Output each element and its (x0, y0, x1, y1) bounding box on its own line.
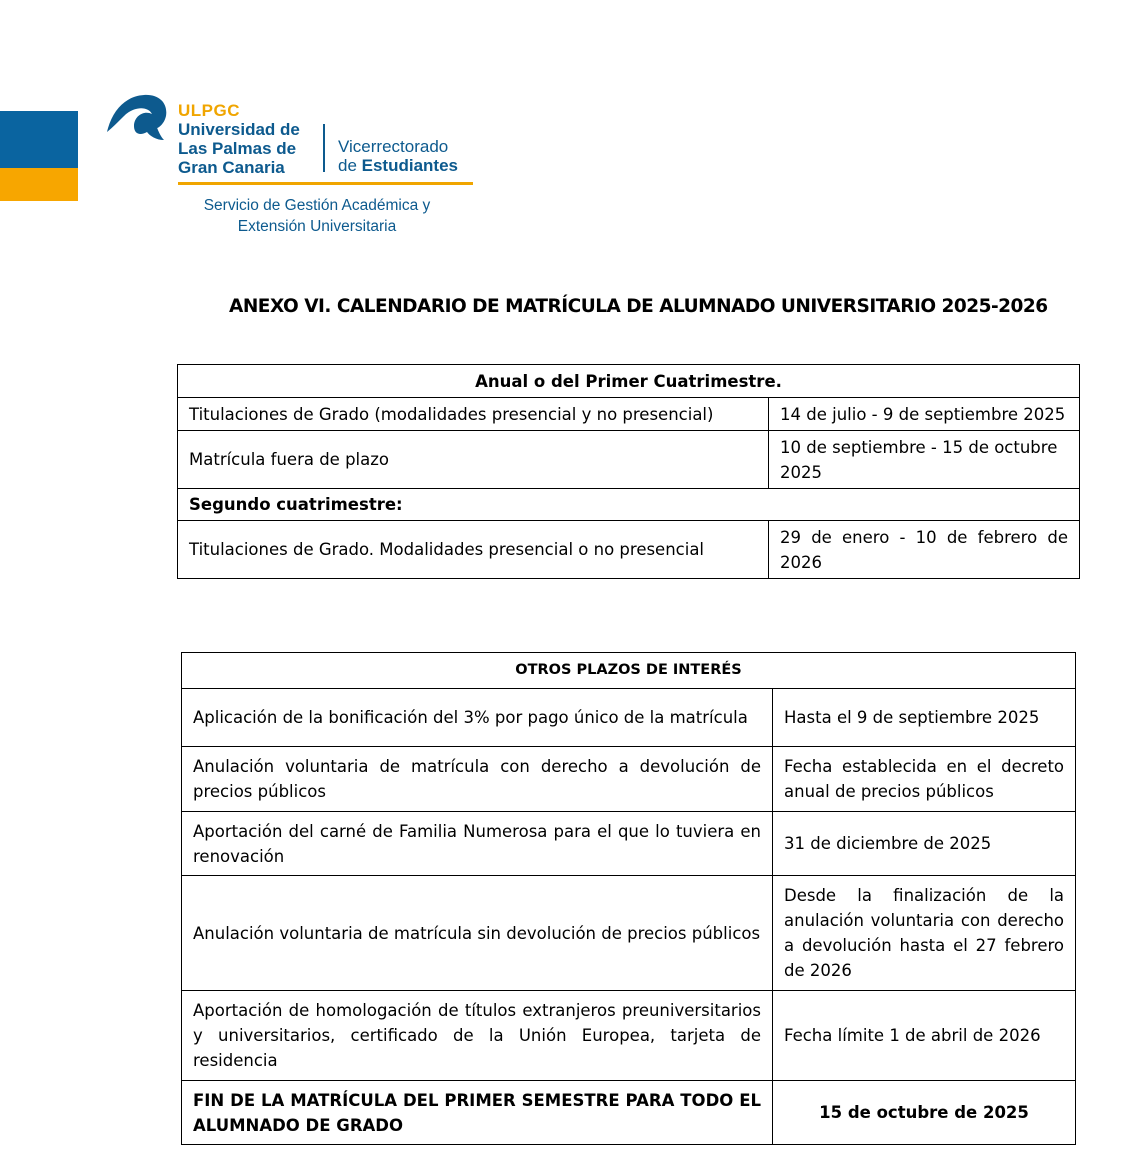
final-date: 15 de octubre de 2025 (773, 1081, 1076, 1145)
row-label: Aportación del carné de Familia Numerosa para el que lo tuviera en renovación (182, 812, 773, 876)
university-line-1: Universidad de (178, 120, 300, 139)
final-row (182, 1081, 1076, 1145)
row-label: Anulación voluntaria de matrícula sin devolución de precios públicos (182, 876, 773, 991)
row-label: Anulación voluntaria de matrícula con derecho a devolución de precios públicos (182, 747, 773, 812)
other-deadlines-header: OTROS PLAZOS DE INTERÉS (182, 653, 1076, 689)
vicerrectorado-name (338, 137, 458, 175)
service-line-1: Servicio de Gestión Académica y (203, 197, 431, 214)
table-row (182, 689, 1076, 747)
vice-line-1: Vicerrectorado (338, 137, 449, 156)
document-title: ANEXO VI. CALENDARIO DE MATRÍCULA DE ALUMNADO UNIVERSITARIO 2025-2026 (229, 296, 1048, 317)
section2-header: Segundo cuatrimestre: (178, 489, 1080, 521)
header-blue-bar (0, 111, 78, 168)
table-row (182, 991, 1076, 1081)
section-header-row (178, 489, 1080, 521)
row-date: 10 de septiembre - 15 de octubre 2025 (769, 431, 1080, 489)
row-date: Desde la finalización de la anulación voluntaria con derecho a devolución hasta el 27 febrero de 2026 (773, 876, 1076, 991)
row-label: Matrícula fuera de plazo (178, 431, 769, 489)
row-date: Hasta el 9 de septiembre 2025 (773, 689, 1076, 747)
row-date: 31 de diciembre de 2025 (773, 812, 1076, 876)
row-label: Titulaciones de Grado. Modalidades presencial o no presencial (178, 521, 769, 579)
header-orange-bar (0, 168, 78, 201)
row-date: 14 de julio - 9 de septiembre 2025 (769, 398, 1080, 431)
table-row (182, 812, 1076, 876)
service-name (178, 195, 456, 237)
vice-line-2: de Estudiantes (338, 156, 458, 175)
row-label: Aportación de homologación de títulos extranjeros preuniversitarios y universitarios, certificado de la Unión Europea, tarjeta de residencia (182, 991, 773, 1081)
table-row (182, 747, 1076, 812)
table-row (178, 521, 1080, 579)
final-label: FIN DE LA MATRÍCULA DEL PRIMER SEMESTRE PARA TODO EL ALUMNADO DE GRADO (182, 1081, 773, 1145)
logo-underline (178, 182, 473, 185)
other-deadlines-table (181, 652, 1076, 1145)
university-line-3: Gran Canaria (178, 158, 285, 177)
calendar-header: Anual o del Primer Cuatrimestre. (178, 365, 1080, 398)
calendar-table (177, 364, 1080, 579)
row-label: Aplicación de la bonificación del 3% por pago único de la matrícula (182, 689, 773, 747)
service-line-2: Extensión Universitaria (237, 218, 397, 235)
row-label: Titulaciones de Grado (modalidades presencial y no presencial) (178, 398, 769, 431)
table-row (178, 398, 1080, 431)
row-date: Fecha establecida en el decreto anual de precios públicos (773, 747, 1076, 812)
university-line-2: Las Palmas de (178, 139, 297, 158)
table-row (178, 431, 1080, 489)
row-date: 29 de enero - 10 de febrero de 2026 (769, 521, 1080, 579)
table-row (182, 876, 1076, 991)
row-date: Fecha límite 1 de abril de 2026 (773, 991, 1076, 1081)
table-header-row (182, 653, 1076, 689)
ulpgc-abbrev: ULPGC (178, 101, 240, 120)
ulpgc-logo-wave-icon (104, 92, 170, 144)
logo-divider (323, 124, 325, 172)
table-header-row (178, 365, 1080, 398)
university-name (178, 101, 300, 177)
